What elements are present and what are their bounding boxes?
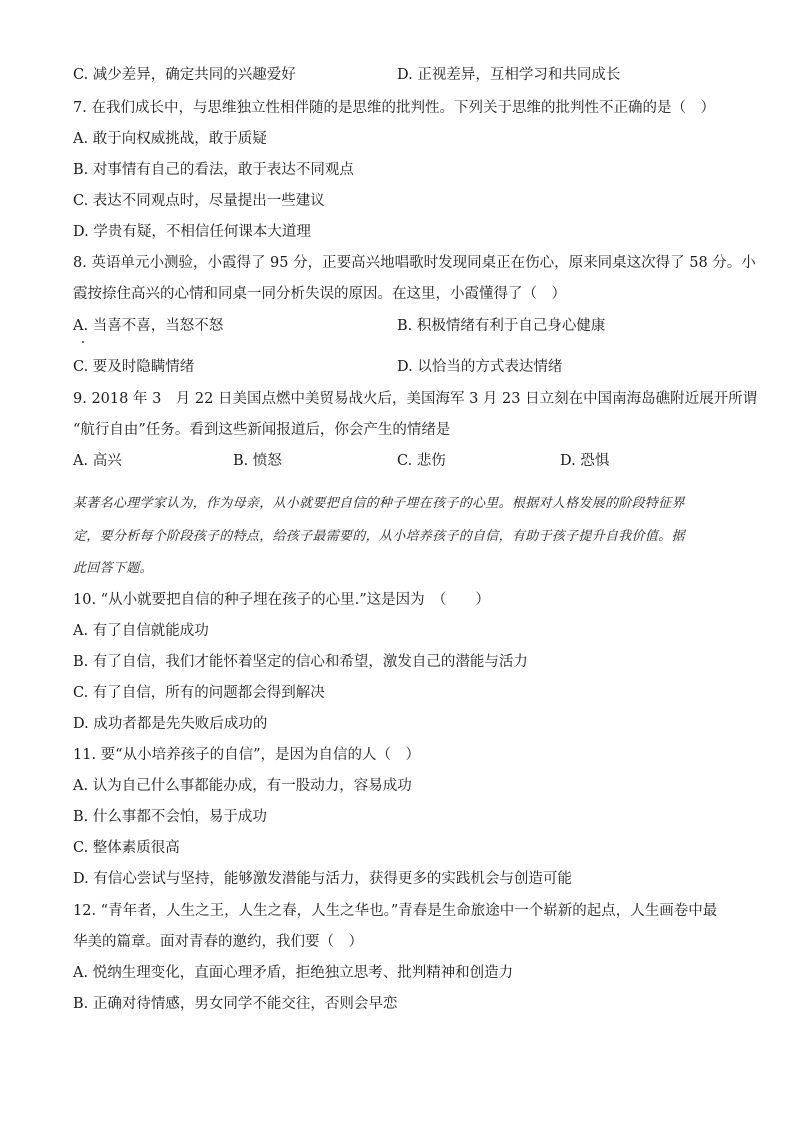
passage-line2: 定，要分析每个阶段孩子的特点，给孩子最需要的，从小培养孩子的自信，有助于孩子提升自我价值。据	[73, 529, 685, 544]
q10-option-b: B. 有了自信，我们才能怀着坚定的信心和希望，激发自己的潜能与活力	[73, 654, 528, 670]
q8-stem-line2: 霞按捺住高兴的心情和同桌一同分析失误的原因。在这里，小霞懂得了（ ）	[73, 286, 566, 302]
q6-option-c: C. 减少差异，确定共同的兴趣爱好	[73, 67, 296, 83]
q11-option-a: A. 认为自己什么事都能办成，有一股动力，容易成功	[73, 778, 412, 794]
q8-option-b: B. 积极情绪有利于自己身心健康	[397, 318, 606, 334]
q10-stem: 10. “从小就要把自信的种子埋在孩子的心里.”这是因为 （ ）	[73, 592, 490, 608]
q12-stem-line1: 12. “青年者，人生之王，人生之春，人生之华也。”青春是生命旅途中一个崭新的起点，人生画卷中最	[73, 903, 718, 919]
q8-stem-line1: 8. 英语单元小测验，小霞得了 95 分，正要高兴地唱歌时发现同桌正在伤心，原来同桌这次得了 58 分。小	[73, 255, 756, 271]
q12-option-a: A. 悦纳生理变化，直面心理矛盾，拒绝独立思考、批判精神和创造力	[73, 965, 514, 981]
stray-dot-mark	[82, 341, 84, 343]
q7-option-c: C. 表达不同观点时，尽量提出一些建议	[73, 193, 325, 209]
q9-option-d: D. 恐惧	[560, 453, 610, 469]
q10-option-d: D. 成功者都是先失败后成功的	[73, 716, 268, 732]
q9-option-c: C. 悲伤	[397, 453, 446, 469]
q12-option-b: B. 正确对待情感，男女同学不能交往，否则会早恋	[73, 996, 398, 1012]
passage-line1: 某著名心理学家认为，作为母亲，从小就要把自信的种子埋在孩子的心里。根据对人格发展的阶段特征界	[73, 496, 685, 511]
q11-option-b: B. 什么事都不会怕，易于成功	[73, 809, 267, 825]
q9-stem-line2: “航行自由”任务。看到这些新闻报道后，你会产生的情绪是	[73, 422, 451, 438]
q10-option-c: C. 有了自信，所有的问题都会得到解决	[73, 685, 325, 701]
q8-option-d: D. 以恰当的方式表达情绪	[397, 359, 563, 375]
q7-option-b: B. 对事情有自己的看法，敢于表达不同观点	[73, 162, 354, 178]
q11-option-c: C. 整体素质很高	[73, 840, 180, 856]
q9-option-b: B. 愤怒	[233, 453, 282, 469]
q10-option-a: A. 有了自信就能成功	[73, 623, 209, 639]
q9-stem-line1: 9. 2018 年 3 月 22 日美国点燃中美贸易战火后，美国海军 3 月 23 日立刻在中国南海岛礁附近展开所谓	[73, 391, 758, 407]
q11-option-d: D. 有信心尝试与坚持，能够激发潜能与活力，获得更多的实践机会与创造可能	[73, 871, 572, 887]
q6-option-d: D. 正视差异，互相学习和共同成长	[397, 67, 621, 83]
q12-stem-line2: 华美的篇章。面对青春的邀约，我们要（ ）	[73, 934, 363, 950]
q9-option-a: A. 高兴	[73, 453, 122, 469]
q8-option-a: A. 当喜不喜，当怒不怒	[73, 318, 224, 334]
q7-option-d: D. 学贵有疑，不相信任何课本大道理	[73, 224, 311, 240]
q7-stem: 7. 在我们成长中，与思维独立性相伴随的是思维的批判性。下列关于思维的批判性不正确的是（ ）	[73, 100, 715, 116]
q8-option-c: C. 要及时隐瞒情绪	[73, 359, 195, 375]
q7-option-a: A. 敢于向权威挑战，敢于质疑	[73, 131, 267, 147]
q11-stem: 11. 要“从小培养孩子的自信”，是因为自信的人（ ）	[73, 747, 420, 763]
passage-line3: 此回答下题。	[73, 561, 153, 576]
